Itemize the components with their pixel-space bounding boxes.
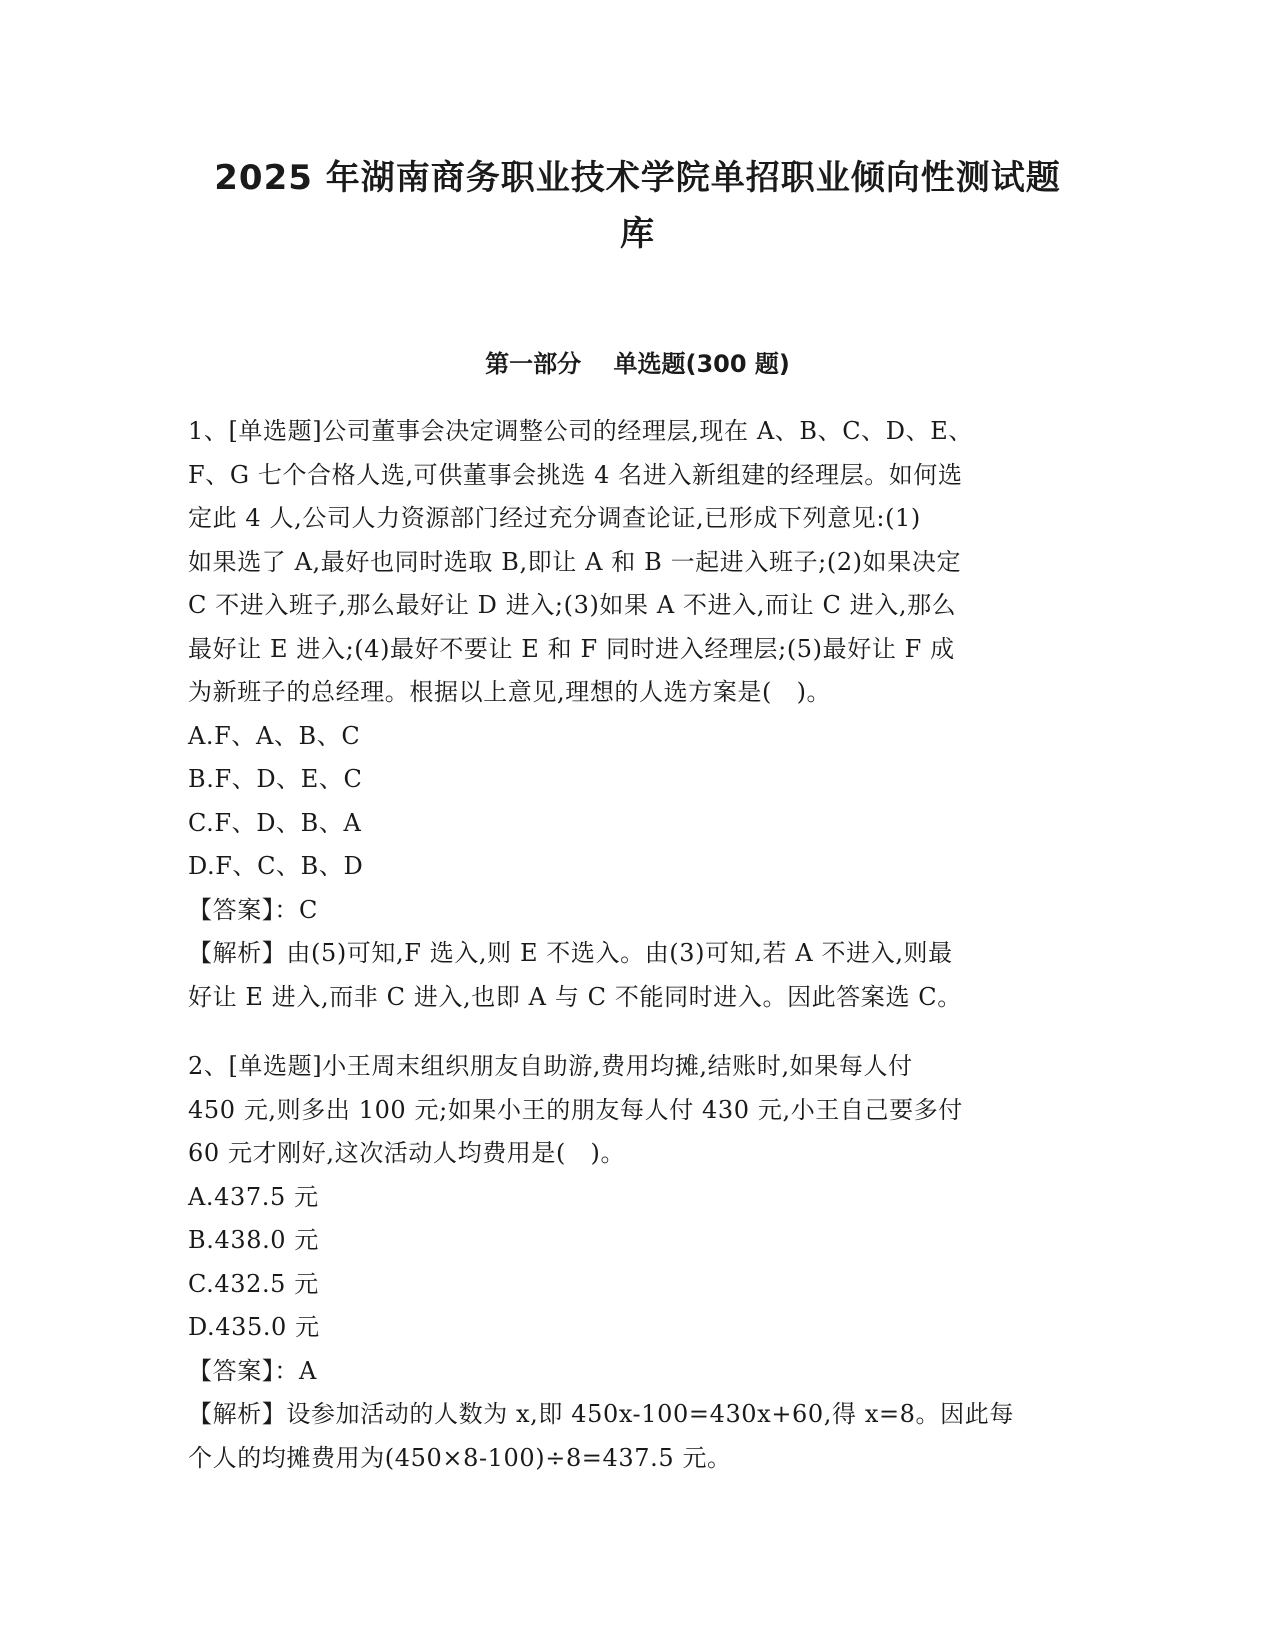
question-stem-line: C 不进入班子,那么最好让 D 进入;(3)如果 A 不进入,而让 C 进入,那么 <box>188 591 957 619</box>
analysis-text <box>188 932 1088 1019</box>
question-block <box>188 410 1088 1019</box>
question-stem-line: 定此 4 人,公司人力资源部门经过充分调查论证,已形成下列意见:(1) <box>188 504 921 532</box>
question-stem-line: 450 元,则多出 100 元;如果小王的朋友每人付 430 元,小王自己要多付 <box>188 1095 963 1124</box>
analysis-line: 个人的均摊费用为(450×8-100)÷8=437.5 元。 <box>188 1443 732 1472</box>
document-title-line: 库 <box>620 214 655 254</box>
option-a: A.F、A、B、C <box>188 721 361 750</box>
question-block <box>188 1045 1088 1480</box>
document-title-line: 2025 年湖南商务职业技术学院单招职业倾向性测试题 <box>214 158 1061 198</box>
option-b: B.438.0 元 <box>188 1226 320 1254</box>
answer-text: 【答案】：A <box>188 1356 317 1385</box>
question-stem-line: 1、[单选题]公司董事会决定调整公司的经理层,现在 A、B、C、D、E、 <box>188 417 973 445</box>
option-c: C.F、D、B、A <box>188 808 362 837</box>
question-stem-line: F、G 七个合格人选,可供董事会挑选 4 名进入新组建的经理层。如何选 <box>188 460 963 489</box>
question-stem <box>188 410 1088 715</box>
option-c: C.432.5 元 <box>188 1269 319 1298</box>
analysis-text <box>188 1393 1088 1480</box>
analysis-line: 【解析】由(5)可知,F 选入,则 E 不选入。由(3)可知,若 A 不进入,则最 <box>188 939 953 967</box>
answer-text: 【答案】：C <box>188 895 318 924</box>
question-stem-line: 60 元才刚好,这次活动人均费用是( )。 <box>188 1139 626 1167</box>
question-stem <box>188 1045 1088 1176</box>
document-title <box>150 150 1125 262</box>
option-d: D.F、C、B、D <box>188 852 364 880</box>
question-stem-line: 最好让 E 进入;(4)最好不要让 E 和 F 同时进入经理层;(5)最好让 F 成 <box>188 634 955 663</box>
section-title: 第一部分 单选题(300 题) <box>485 350 790 378</box>
question-stem-line: 2、[单选题]小王周末组织朋友自助游,费用均摊,结账时,如果每人付 <box>188 1052 913 1080</box>
option-b: B.F、D、E、C <box>188 765 363 793</box>
option-list <box>188 1176 1088 1350</box>
analysis-line: 好让 E 进入,而非 C 进入,也即 A 与 C 不能同时进入。因此答案选 C。 <box>188 982 962 1011</box>
option-a: A.437.5 元 <box>188 1182 319 1211</box>
option-d: D.435.0 元 <box>188 1313 320 1341</box>
option-list <box>188 715 1088 889</box>
question-stem-line: 如果选了 A,最好也同时选取 B,即让 A 和 B 一起进入班子;(2)如果决定 <box>188 547 962 576</box>
question-stem-line: 为新班子的总经理。根据以上意见,理想的人选方案是( )。 <box>188 678 832 706</box>
analysis-line: 【解析】设参加活动的人数为 x,即 450x-100=430x+60,得 x=8。因此每 <box>188 1400 1014 1428</box>
